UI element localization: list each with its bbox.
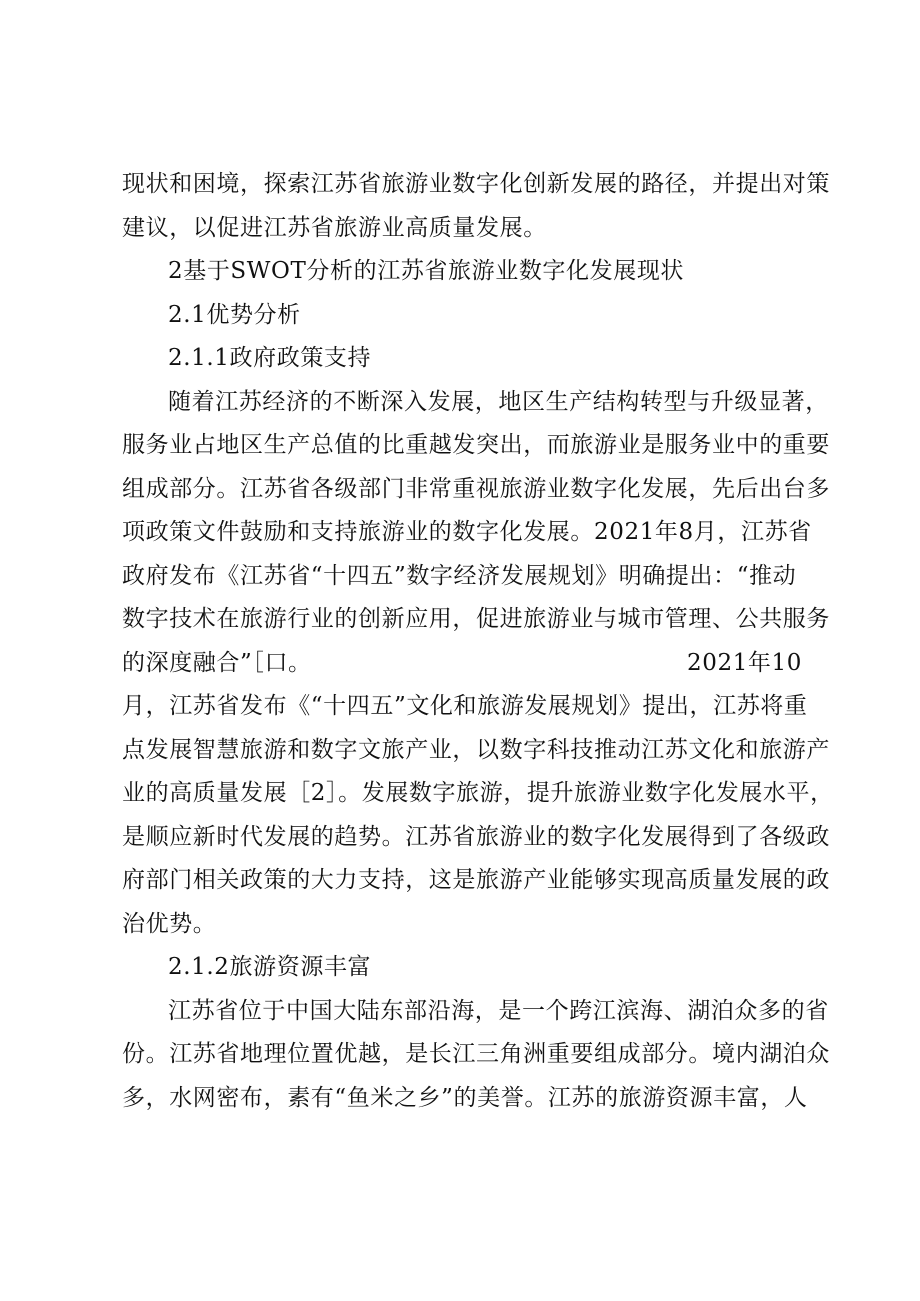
intro-line-1: 现状和困境，探索江苏省旅游业数字化创新发展的路径，并提出对策 — [122, 171, 830, 197]
paragraph-line: 组成部分。江苏省各级部门非常重视旅游业数字化发展，先后出台多 — [122, 475, 830, 502]
paragraph-line: 份。江苏省地理位置优越，是长江三角洲重要组成部分。境内湖泊众 — [122, 1041, 830, 1067]
paragraph-split-line — [122, 642, 802, 686]
paragraph-line: 服务业占地区生产总值的比重越发突出，而旅游业是服务业中的重要 — [122, 432, 830, 458]
document-body — [122, 163, 834, 1120]
section-2-1-heading: 2.1优势分析 — [168, 301, 301, 328]
split-line-right: 2021年10 — [687, 649, 802, 676]
paragraph-line: 多，水网密布，素有“鱼米之乡”的美誉。江苏的旅游资源丰富，人 — [122, 1084, 808, 1111]
paragraph-line: 治优势。 — [122, 910, 217, 937]
paragraph-line: 政府发布《江苏省“十四五”数字经济发展规划》明确提出：“推动 — [122, 562, 797, 589]
paragraph-line: 点发展智慧旅游和数字文旅产业，以数字科技推动江苏文化和旅游产 — [122, 736, 830, 763]
intro-line-2: 建议，以促进江苏省旅游业高质量发展。 — [122, 214, 547, 241]
paragraph-line: 随着江苏经济的不断深入发展，地区生产结构转型与升级显著， — [168, 388, 829, 415]
section-2-heading: 2基于SWOT分析的江苏省旅游业数字化发展现状 — [168, 258, 685, 284]
section-2-1-2-heading: 2.1.2旅游资源丰富 — [168, 954, 372, 980]
split-line-left: 的深度融合”［口。 — [122, 649, 312, 676]
paragraph-line: 江苏省位于中国大陆东部沿海，是一个跨江滨海、湖泊众多的省 — [168, 997, 829, 1024]
paragraph-line: 业的高质量发展［2］。发展数字旅游，提升旅游业数字化发展水平， — [122, 780, 834, 806]
section-2-1-1-heading: 2.1.1政府政策支持 — [168, 345, 372, 371]
paragraph-line: 数字技术在旅游行业的创新应用，促进旅游业与城市管理、公共服务 — [122, 606, 830, 632]
paragraph-line: 项政策文件鼓励和支持旅游业的数字化发展。2021年8月，江苏省 — [122, 519, 812, 545]
paragraph-line: 月，江苏省发布《“十四五”文化和旅游发展规划》提出，江苏将重 — [122, 693, 808, 719]
paragraph-line: 是顺应新时代发展的趋势。江苏省旅游业的数字化发展得到了各级政 — [122, 823, 830, 850]
paragraph-line: 府部门相关政策的大力支持，这是旅游产业能够实现高质量发展的政 — [122, 867, 830, 893]
